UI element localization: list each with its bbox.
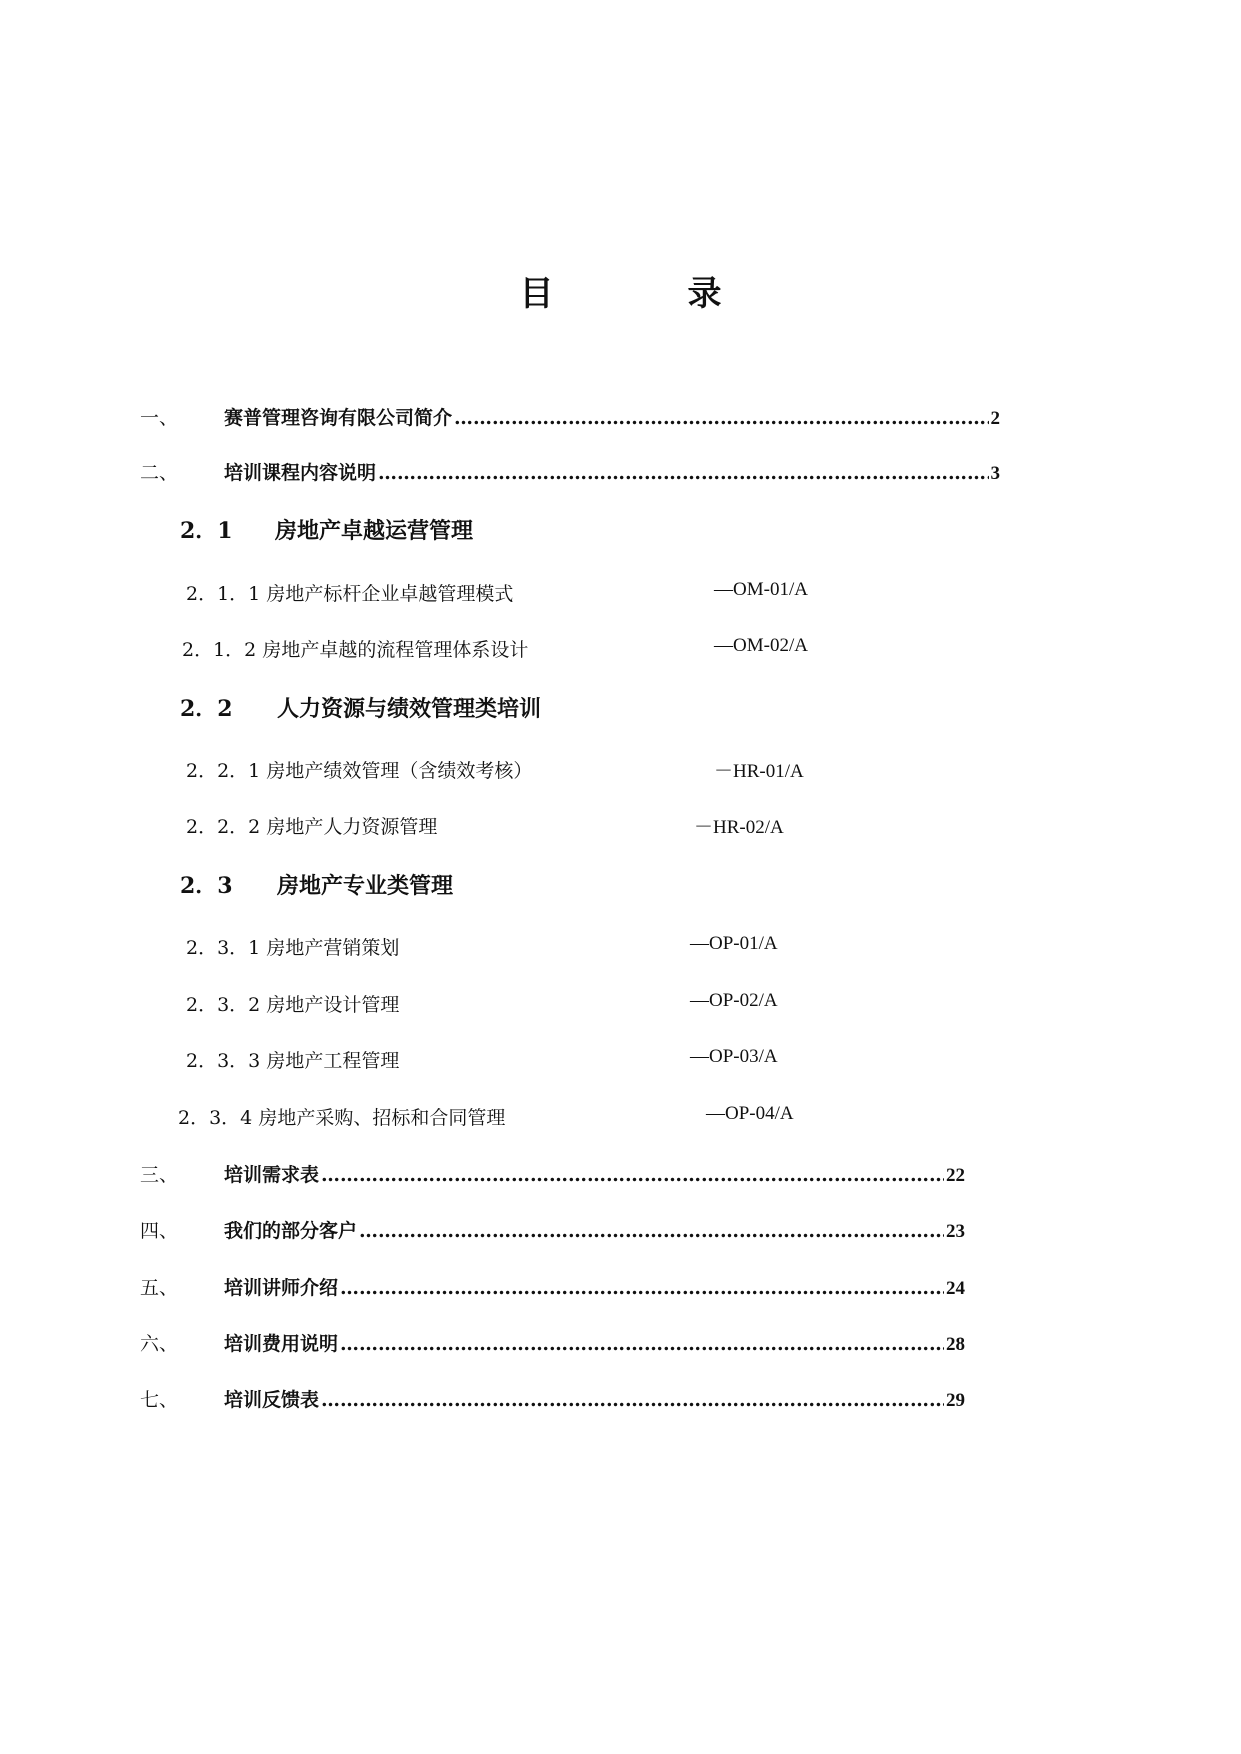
toc-section-label: 房地产卓越运营管理 (275, 518, 474, 544)
toc-item-code: —OP-01/A (690, 933, 778, 954)
toc-entry-page: 28 (946, 1334, 965, 1355)
toc-item-code: —OM-01/A (714, 579, 808, 600)
toc-item-code: —OM-02/A (714, 635, 808, 656)
toc-entry-number: 二、 (140, 462, 179, 484)
toc-entry[interactable] (140, 458, 1000, 485)
toc-item-number: 2．3．1 (186, 937, 261, 959)
toc-item-label: 房地产采购、招标和合同管理 (258, 1107, 506, 1129)
toc-item-number: 2．2．1 (186, 760, 261, 782)
toc-leader-dots (359, 1220, 944, 1242)
toc-item-label: 房地产标杆企业卓越管理模式 (266, 583, 514, 605)
toc-entry[interactable] (140, 1329, 965, 1356)
toc-section-label: 房地产专业类管理 (277, 873, 454, 899)
toc-item-code: —OP-04/A (706, 1103, 794, 1124)
toc-entry[interactable] (140, 1216, 965, 1243)
toc-section[interactable] (180, 514, 473, 545)
toc-leader-dots (321, 1164, 944, 1186)
toc-entry-label: 培训讲师介绍 (224, 1277, 339, 1299)
toc-item-number: 2．1．2 (182, 639, 257, 661)
toc-item-number: 2．3．4 (178, 1107, 253, 1129)
toc-item[interactable] (186, 579, 808, 606)
toc-entry-number: 三、 (140, 1164, 179, 1186)
toc-entry-label: 培训费用说明 (224, 1333, 339, 1355)
toc-section-number: 2．3 (180, 873, 233, 899)
toc-section-label: 人力资源与绩效管理类培训 (277, 696, 542, 722)
toc-item-label: 房地产绩效管理（含绩效考核） (266, 760, 533, 782)
toc-entry[interactable] (140, 1273, 965, 1300)
toc-leader-dots (378, 462, 988, 484)
toc-entry-page: 2 (990, 408, 1000, 429)
toc-item-number: 2．1．1 (186, 583, 261, 605)
toc-item[interactable] (186, 1046, 778, 1073)
toc-item[interactable] (186, 812, 784, 839)
toc-leader-dots (340, 1333, 944, 1355)
toc-item[interactable] (186, 933, 778, 960)
toc-item-number: 2．2．2 (186, 816, 261, 838)
toc-entry-label: 我们的部分客户 (224, 1220, 358, 1242)
toc-entry-label: 培训反馈表 (224, 1389, 320, 1411)
toc-entry-label: 赛普管理咨询有限公司简介 (224, 407, 453, 429)
toc-item[interactable] (186, 990, 778, 1017)
toc-section[interactable] (180, 692, 541, 723)
toc-leader-dots (321, 1389, 944, 1411)
toc-item-label: 房地产工程管理 (266, 1050, 400, 1072)
page-title: 目 录 (519, 274, 772, 314)
toc-entry-page: 29 (946, 1390, 965, 1411)
toc-entry-page: 3 (990, 463, 1000, 484)
toc-section[interactable] (180, 869, 453, 900)
toc-entry-label: 培训需求表 (224, 1164, 320, 1186)
toc-item-number: 2．3．3 (186, 1050, 261, 1072)
toc-leader-dots (340, 1277, 944, 1299)
toc-entry-number: 四、 (140, 1220, 179, 1242)
toc-entry-page: 22 (946, 1165, 965, 1186)
toc-entry-label: 培训课程内容说明 (224, 462, 377, 484)
toc-entry-page: 24 (946, 1278, 965, 1299)
toc-section-number: 2．2 (180, 696, 233, 722)
toc-item-code: —OP-03/A (690, 1046, 778, 1067)
toc-item-label: 房地产人力资源管理 (266, 816, 438, 838)
toc-item-label: 房地产卓越的流程管理体系设计 (262, 639, 529, 661)
toc-entry-number: 七、 (140, 1389, 179, 1411)
toc-entry-number: 六、 (140, 1333, 179, 1355)
toc-item-code: —OP-02/A (690, 990, 778, 1011)
toc-section-number: 2．1 (180, 518, 233, 544)
toc-item-label: 房地产设计管理 (266, 994, 400, 1016)
toc-item-label: 房地产营销策划 (266, 937, 400, 959)
toc-item-code: －HR-02/A (694, 817, 784, 838)
toc-leader-dots (454, 407, 988, 429)
toc-entry[interactable] (140, 1160, 965, 1187)
toc-item[interactable] (178, 1103, 794, 1130)
toc-item-number: 2．3．2 (186, 994, 261, 1016)
toc-entry[interactable] (140, 403, 1000, 430)
toc-item[interactable] (186, 756, 804, 783)
toc-item[interactable] (182, 635, 808, 662)
toc-entry-number: 五、 (140, 1277, 179, 1299)
toc-entry[interactable] (140, 1385, 965, 1412)
toc-entry-page: 23 (946, 1221, 965, 1242)
toc-entry-number: 一、 (140, 407, 179, 429)
toc-item-code: －HR-01/A (714, 761, 804, 782)
